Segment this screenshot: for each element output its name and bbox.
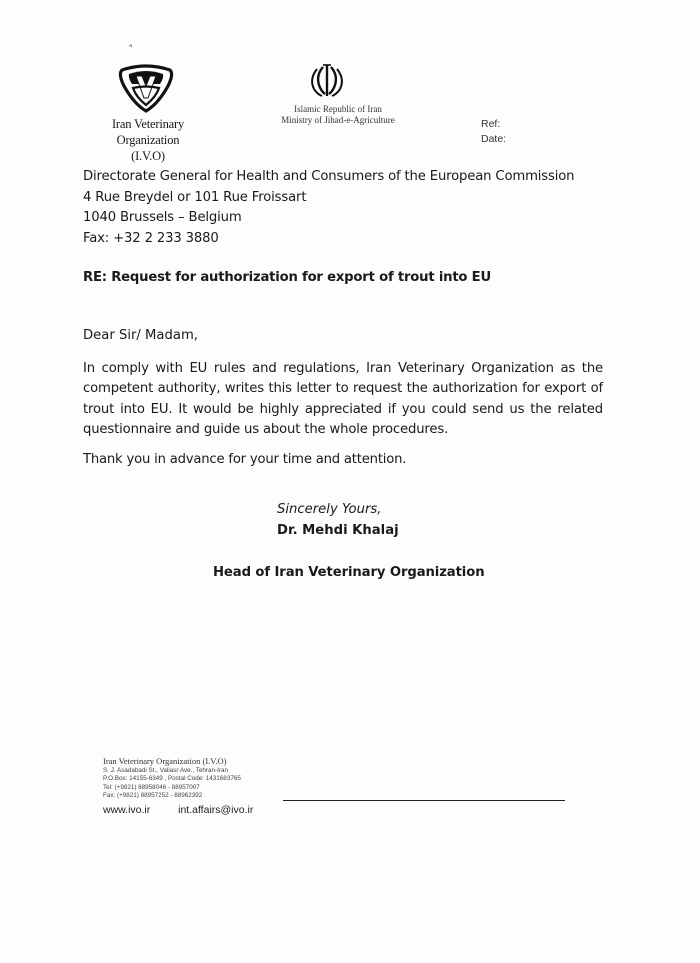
- email-link[interactable]: int.affairs@ivo.ir: [178, 804, 254, 816]
- thanks-line: Thank you in advance for your time and attention.: [83, 452, 407, 467]
- footer-divider: [283, 800, 565, 801]
- scan-mark: ˄: [123, 43, 134, 56]
- reference-block: [481, 117, 506, 147]
- date-label: Date:: [481, 133, 507, 145]
- footer-web: [103, 804, 253, 816]
- government-header: Islamic Republic of Iran Ministry of Jihad-e-Agriculture: [281, 104, 395, 125]
- footer-pobox: P.O.Box: 14155-6349 , Postal Code: 1431683765: [103, 775, 241, 783]
- footer-fax: Fax: (+9821) 88957252 - 88962392: [103, 791, 203, 799]
- closing-phrase: Sincerely Yours,: [277, 502, 382, 517]
- recipient-line: 1040 Brussels – Belgium: [83, 210, 242, 226]
- recipient-line: Directorate General for Health and Consumers of the European Commission: [83, 169, 575, 184]
- body-paragraph: In comply with EU rules and regulations, Iran Veterinary Organization as the competent authority, writes this letter to request the authorization for export of trout into EU. It would be highly appreciated if you could send us the related questionnaire and guide us about the whole procedures.: [83, 361, 603, 438]
- subject-line: RE: Request for authorization for export of trout into EU: [83, 270, 491, 285]
- signer-title: Head of Iran Veterinary Organization: [213, 565, 485, 580]
- ref-label: Ref:: [481, 118, 501, 130]
- iran-emblem-icon: [309, 63, 345, 99]
- recipient-line: Fax: +32 2 233 3880: [83, 230, 219, 246]
- organization-name: Iran Veterinary Organization (I.V.O): [111, 117, 185, 163]
- website-link[interactable]: www.ivo.ir: [103, 804, 151, 816]
- recipient-line: 4 Rue Breydel or 101 Rue Froissart: [83, 189, 307, 205]
- footer-tel: Tel: (+9821) 88958046 - 88957007: [103, 783, 200, 791]
- ivo-logo-icon: [116, 64, 176, 114]
- footer-organization: Iran Veterinary Organization (I.V.O): [103, 756, 227, 766]
- footer-address: S. J. Asadabadi St., Valiasr Ave., Tehran-Iran: [103, 767, 228, 774]
- signer-name: Dr. Mehdi Khalaj: [277, 523, 399, 538]
- recipient-address: [83, 167, 574, 249]
- salutation: Dear Sir/ Madam,: [83, 328, 199, 343]
- footer-contact: [103, 767, 241, 800]
